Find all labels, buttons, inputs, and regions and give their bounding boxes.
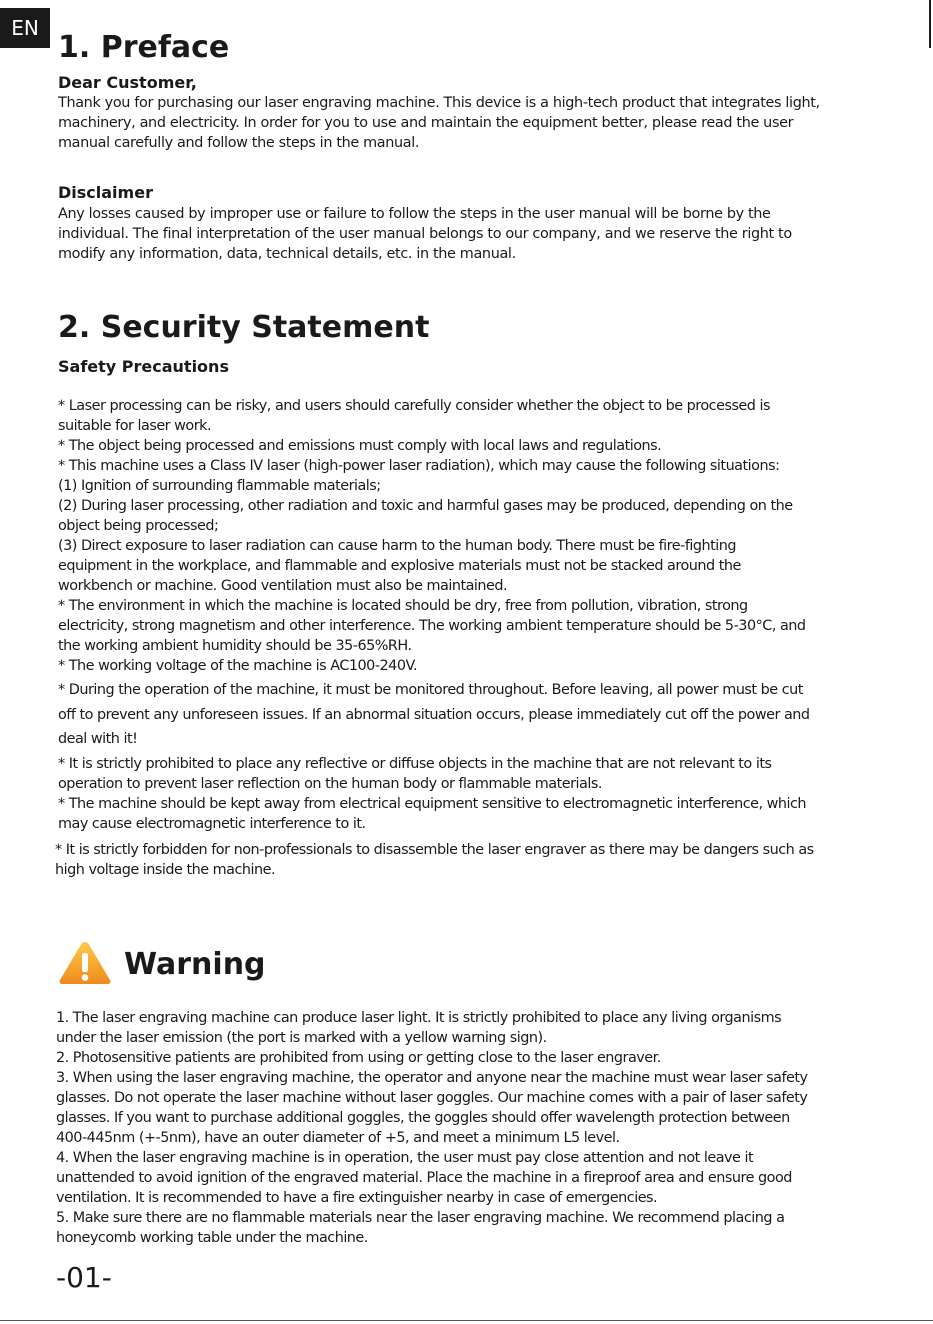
text-line: 1. The laser engraving machine can produce laser light. It is strictly prohibited to place any living organisms xyxy=(56,1010,782,1026)
text-line: deal with it! xyxy=(58,731,138,747)
bottom-rule xyxy=(0,1320,933,1321)
safety-block-1 xyxy=(58,396,888,676)
text-line: machinery, and electricity. In order for you to use and maintain the equipment better, please read the user xyxy=(58,115,794,131)
text-line: modify any information, data, technical details, etc. in the manual. xyxy=(58,246,516,262)
text-line: 4. When the laser engraving machine is in operation, the user must pay close attention and not leave it xyxy=(56,1150,754,1166)
text-line: operation to prevent laser reflection on the human body or flammable materials. xyxy=(58,776,602,792)
text-line: Thank you for purchasing our laser engraving machine. This device is a high-tech product that integrates light, xyxy=(58,95,820,111)
text-line: individual. The final interpretation of the user manual belongs to our company, and we reserve the right to xyxy=(58,226,792,242)
text-line: unattended to avoid ignition of the engraved material. Place the machine in a fireproof area and ensure good xyxy=(56,1170,792,1186)
text-line: * Laser processing can be risky, and users should carefully consider whether the object to be processed is xyxy=(58,398,770,414)
text-line: (2) During laser processing, other radiation and toxic and harmful gases may be produced, depending on the xyxy=(58,498,793,514)
page-number: -01- xyxy=(56,1261,112,1294)
text-line: 400-445nm (+-5nm), have an outer diameter of +5, and meet a minimum L5 level. xyxy=(56,1130,620,1146)
safety-block-4 xyxy=(55,840,885,880)
corner-rule xyxy=(929,0,931,48)
warning-triangle-icon xyxy=(58,940,112,990)
text-line: (3) Direct exposure to laser radiation can cause harm to the human body. There must be fire-fighting xyxy=(58,538,737,554)
text-line: 3. When using the laser engraving machine, the operator and anyone near the machine must wear laser safety xyxy=(56,1070,808,1086)
warning-list xyxy=(56,1008,886,1248)
text-line: electricity, strong magnetism and other interference. The working ambient temperature should be 5-30°C, and xyxy=(58,618,806,634)
text-line: * It is strictly prohibited to place any reflective or diffuse objects in the machine that are not relevant to its xyxy=(58,756,772,772)
security-title: 2. Security Statement xyxy=(58,310,430,345)
text-line: (1) Ignition of surrounding flammable materials; xyxy=(58,478,381,494)
text-line: off to prevent any unforeseen issues. If an abnormal situation occurs, please immediately cut off the power and xyxy=(58,706,810,723)
disclaimer-title: Disclaimer xyxy=(58,183,153,202)
text-line: * During the operation of the machine, it must be monitored throughout. Before leaving, all power must be cut xyxy=(58,682,803,698)
text-line: workbench or machine. Good ventilation must also be maintained. xyxy=(58,578,508,594)
text-line: equipment in the workplace, and flammable and explosive materials must not be stacked around the xyxy=(58,558,741,574)
text-line: suitable for laser work. xyxy=(58,418,212,434)
text-line: * It is strictly forbidden for non-professionals to disassemble the laser engraver as there may be dangers such as xyxy=(55,842,814,858)
text-line: object being processed; xyxy=(58,518,219,534)
text-line: 5. Make sure there are no flammable materials near the laser engraving machine. We recommend placing a xyxy=(56,1210,785,1226)
text-line: * The working voltage of the machine is AC100-240V. xyxy=(58,658,418,674)
text-line: * The machine should be kept away from electrical equipment sensitive to electromagnetic interference, which xyxy=(58,796,807,812)
text-line: * The environment in which the machine is located should be dry, free from pollution, vibration, strong xyxy=(58,598,748,614)
language-tab: EN xyxy=(0,8,50,48)
text-line: * The object being processed and emissions must comply with local laws and regulations. xyxy=(58,438,662,454)
safety-block-3 xyxy=(58,754,888,834)
text-line: high voltage inside the machine. xyxy=(55,862,276,878)
text-line: honeycomb working table under the machine. xyxy=(56,1230,368,1246)
text-line: Any losses caused by improper use or failure to follow the steps in the user manual will be borne by the xyxy=(58,206,771,222)
safety-precautions-title: Safety Precautions xyxy=(58,357,229,376)
text-line: glasses. Do not operate the laser machine without laser goggles. Our machine comes with a pair of laser safety xyxy=(56,1090,808,1106)
text-line: may cause electromagnetic interference to it. xyxy=(58,816,366,832)
text-line: * This machine uses a Class IV laser (high-power laser radiation), which may cause the following situations: xyxy=(58,458,780,474)
text-line: ventilation. It is recommended to have a fire extinguisher nearby in case of emergencies. xyxy=(56,1190,658,1206)
text-line: glasses. If you want to purchase additional goggles, the goggles should offer wavelength protection between xyxy=(56,1110,790,1126)
safety-block-2 xyxy=(58,678,888,752)
preface-intro xyxy=(58,93,888,153)
greeting: Dear Customer, xyxy=(58,73,197,92)
text-line: 2. Photosensitive patients are prohibited from using or getting close to the laser engraver. xyxy=(56,1050,661,1066)
warning-title: Warning xyxy=(124,947,266,982)
preface-title: 1. Preface xyxy=(58,30,230,65)
text-line: manual carefully and follow the steps in the manual. xyxy=(58,135,420,151)
disclaimer-text xyxy=(58,204,888,264)
text-line: the working ambient humidity should be 35-65%RH. xyxy=(58,638,412,654)
text-line: under the laser emission (the port is marked with a yellow warning sign). xyxy=(56,1030,547,1046)
warning-header xyxy=(58,942,266,988)
